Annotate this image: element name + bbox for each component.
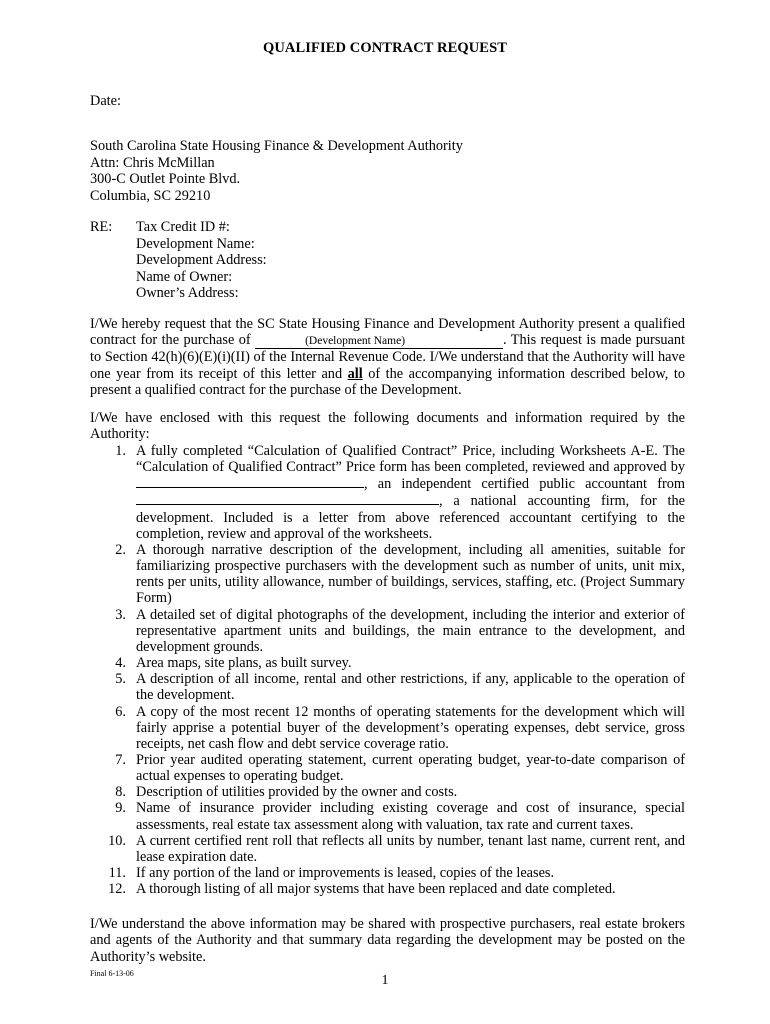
request-paragraph: I/We hereby request that the SC State Housing Finance and Development Authority present a qualified contract for the purchase of (Development Name) . This request is made pursuant to Section 42(h)(6)(E)(i)(II) of the Internal Revenue Code. I/We understand that the Authority will have one year from its receipt of this letter and all of the accompanying information described below, to present a qualified contract for the purchase of the Development. <box>90 316 685 399</box>
re-field: Tax Credit ID #: <box>136 219 230 235</box>
list-item: 11. If any portion of the land or improvements is leased, copies of the leases. <box>108 865 555 882</box>
requirements-list <box>90 443 685 897</box>
re-field: Development Address: <box>136 252 267 268</box>
re-field: Name of Owner: <box>136 268 233 285</box>
page-number: 1 <box>381 973 389 988</box>
address-line: South Carolina State Housing Finance & Development Authority <box>90 138 463 154</box>
date-label: Date: <box>90 93 121 109</box>
accountant-name-blank[interactable] <box>136 475 364 488</box>
list-item: 1. A fully completed “Calculation of Qualified Contract” Price, including Worksheets A-E. The “Calculation of Qualified Contract” Price form has been completed, reviewed and approved by , an independent certified public accountant from , a national accounting firm, for the development. Included is a letter from above referenced accountant certifying to the completion, review and approval of the worksheets. <box>115 443 685 542</box>
re-field: Owner’s Address: <box>136 285 239 301</box>
emphasis-all: all <box>347 365 363 382</box>
list-item: 8. Description of utilities provided by the owner and costs. <box>115 784 458 801</box>
list-item: 12. A thorough listing of all major systems that have been replaced and date completed. <box>108 881 616 898</box>
development-name-blank[interactable]: (Development Name) <box>255 335 503 349</box>
list-item: 9. Name of insurance provider including existing coverage and cost of insurance, special assessments, real estate tax assessment along with valuation, tax rate and current taxes. <box>115 800 685 833</box>
address-line: Attn: Chris McMillan <box>90 154 215 171</box>
list-item: 6. A copy of the most recent 12 months of operating statements for the development which will fairly apprise a potential buyer of the development’s operating expenses, debt service, gross receipts, net cash flow and debt service coverage ratio. <box>115 703 685 752</box>
list-item: 4. Area maps, site plans, as built survey. <box>115 655 352 672</box>
list-item: 7. Prior year audited operating statement, current operating budget, year-to-date comparison of actual expenses to operating budget. <box>115 751 685 785</box>
list-item: 10. A current certified rent roll that reflects all units by number, tenant last name, current rent, and lease expiration date. <box>108 832 685 865</box>
list-item: 3. A detailed set of digital photographs of the development, including the interior and exterior of representative apartment units and buildings, the main entrance to the development, and development grounds. <box>115 606 685 655</box>
list-item: 5. A description of all income, rental and other restrictions, if any, applicable to the operation of the development. <box>115 671 685 704</box>
address-line: 300-C Outlet Pointe Blvd. <box>90 171 241 187</box>
re-field-list <box>136 219 267 302</box>
version-footer: Final 6-13-06 <box>90 969 134 978</box>
enclosed-intro: I/We have enclosed with this request the following documents and information required by the Authority: <box>90 410 685 443</box>
re-field: Development Name: <box>136 235 255 252</box>
closing-paragraph: I/We understand the above information may be shared with prospective purchasers, real estate brokers and agents of the Authority and that summary data regarding the development may be posted on the Authority’s website. <box>90 916 685 965</box>
page-title: QUALIFIED CONTRACT REQUEST <box>262 40 508 56</box>
list-item: 2. A thorough narrative description of the development, including all amenities, suitable for familiarizing prospective purchasers with the development such as number of units, unit mix, rents per units, utility allowance, number of buildings, services, staffing, etc. (Project Summary Form) <box>115 541 685 607</box>
accounting-firm-blank[interactable] <box>136 492 439 505</box>
re-label: RE: <box>90 219 113 235</box>
address-line: Columbia, SC 29210 <box>90 187 211 204</box>
